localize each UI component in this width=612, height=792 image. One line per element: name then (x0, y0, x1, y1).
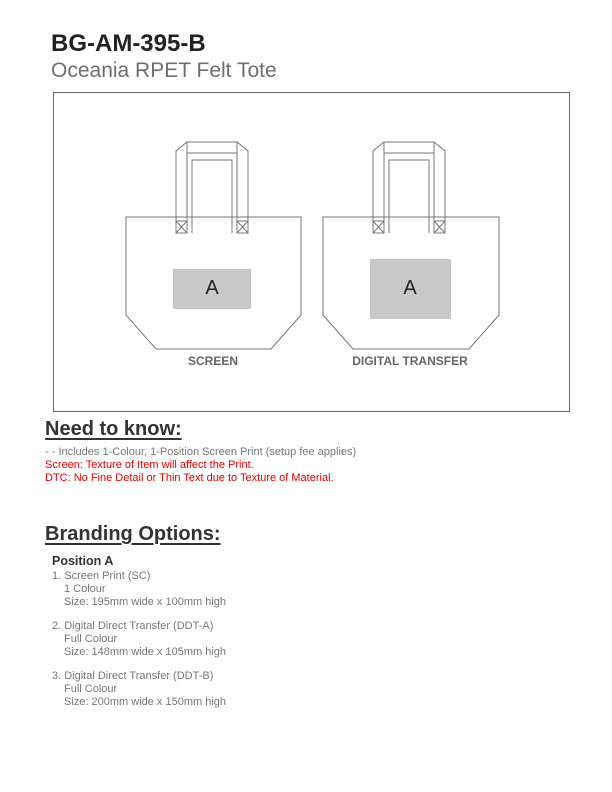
need-to-know-heading: Need to know: (45, 418, 182, 440)
branding-option (52, 620, 226, 659)
print-area-letter: A (205, 277, 219, 299)
print-area-letter: A (403, 277, 417, 299)
tote-bag-screen (126, 142, 301, 349)
option-title: 2. Digital Direct Transfer (DDT-A) (52, 620, 214, 632)
branding-diagram (53, 92, 570, 412)
branding-options-heading: Branding Options: (45, 523, 221, 545)
option-title: 1. Screen Print (SC) (52, 570, 151, 582)
option-title: 3. Digital Direct Transfer (DDT-B) (52, 670, 214, 682)
option-colour: Full Colour (64, 683, 118, 695)
option-colour: Full Colour (64, 633, 118, 645)
option-colour: 1 Colour (64, 583, 106, 595)
branding-option (52, 570, 226, 609)
option-size: Size: 148mm wide x 105mm high (64, 646, 227, 658)
position-title: Position A (52, 554, 114, 568)
branding-option (52, 670, 226, 709)
option-size: Size: 195mm wide x 100mm high (64, 596, 227, 608)
product-name: Oceania RPET Felt Tote (51, 59, 277, 82)
note-line: - - Includes 1-Colour, 1-Position Screen Print (setup fee applies) (45, 446, 357, 458)
option-size: Size: 200mm wide x 150mm high (64, 696, 227, 708)
note-line-warning: DTC: No Fine Detail or Thin Text due to Texture of Material. (45, 472, 334, 484)
product-code: BG-AM-395-B (51, 30, 206, 57)
bag-label-screen: SCREEN (187, 354, 238, 368)
note-line-warning: Screen: Texture of Item will affect the Print. (45, 459, 254, 471)
bag-label-digital-transfer: DIGITAL TRANSFER (352, 354, 468, 368)
